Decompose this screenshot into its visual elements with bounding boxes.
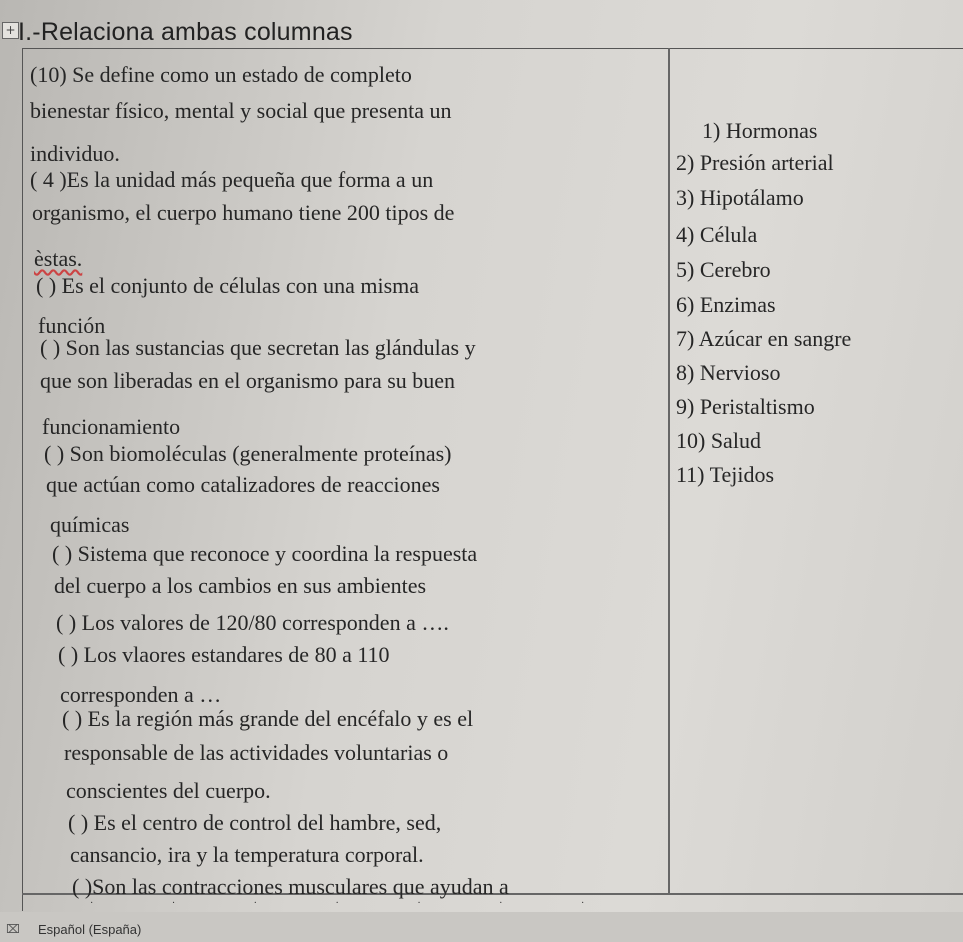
option-item: 11) Tejidos bbox=[676, 462, 775, 487]
question-line: función bbox=[38, 313, 106, 338]
question-line[interactable]: ( ) Es el conjunto de células con una misma bbox=[36, 273, 420, 298]
question-line: conscientes del cuerpo. bbox=[66, 778, 271, 803]
question-line[interactable]: ( ) Son biomoléculas (generalmente proteínas) bbox=[44, 441, 452, 466]
option-item: 7) Azúcar en sangre bbox=[676, 326, 852, 351]
question-line[interactable]: ( 4 )Es la unidad más pequeña que forma a un bbox=[30, 167, 434, 192]
option-item: 3) Hipotálamo bbox=[676, 185, 804, 210]
question-line: bienestar físico, mental y social que presenta un bbox=[30, 98, 452, 123]
question-line[interactable]: ( ) Son las sustancias que secretan las glándulas y bbox=[40, 335, 476, 360]
column-divider bbox=[668, 48, 670, 894]
question-line: organismo, el cuerpo humano tiene 200 tipos de bbox=[32, 200, 455, 225]
question-line: del cuerpo a los cambios en sus ambientes bbox=[54, 573, 427, 598]
status-bar bbox=[0, 912, 963, 942]
option-item: 1) Hormonas bbox=[702, 118, 818, 143]
question-line: que son liberadas en el organismo para su buen bbox=[40, 368, 456, 393]
table-move-handle-icon[interactable]: + bbox=[2, 22, 19, 39]
option-item: 4) Célula bbox=[676, 222, 758, 247]
question-line: corresponden a … bbox=[60, 682, 222, 707]
question-line: èstas. bbox=[34, 246, 83, 271]
question-line: individuo. bbox=[30, 141, 120, 166]
question-line: responsable de las actividades voluntarias o bbox=[64, 740, 449, 765]
question-line[interactable]: ( ) Los valores de 120/80 corresponden a …. bbox=[56, 610, 449, 635]
question-line: químicas bbox=[50, 512, 130, 537]
question-line[interactable]: ( ) Sistema que reconoce y coordina la respuesta bbox=[52, 541, 478, 566]
option-item: 5) Cerebro bbox=[676, 257, 771, 282]
option-item: 2) Presión arterial bbox=[676, 150, 834, 175]
language-indicator[interactable]: Español (España) bbox=[38, 922, 142, 937]
question-line: funcionamiento bbox=[42, 414, 181, 439]
question-line[interactable]: ( ) Es la región más grande del encéfalo y es el bbox=[62, 706, 474, 731]
scan-specks: · · · · · · · bbox=[90, 898, 623, 909]
option-item: 10) Salud bbox=[676, 428, 761, 453]
option-item: 8) Nervioso bbox=[676, 360, 781, 385]
option-item: 9) Peristaltismo bbox=[676, 394, 815, 419]
question-line[interactable]: ( )Son las contracciones musculares que ayudan a bbox=[72, 874, 509, 899]
question-line[interactable]: ( ) Los vlaores estandares de 80 a 110 bbox=[58, 642, 390, 667]
option-item: 6) Enzimas bbox=[676, 292, 776, 317]
proofing-icon[interactable]: ⌧ bbox=[6, 922, 20, 936]
question-line: que actúan como catalizadores de reacciones bbox=[46, 472, 440, 497]
question-line: cansancio, ira y la temperatura corporal. bbox=[70, 842, 424, 867]
question-line: (10) Se define como un estado de completo bbox=[30, 62, 412, 87]
question-line[interactable]: ( ) Es el centro de control del hambre, sed, bbox=[68, 810, 442, 835]
section-heading: I.-Relaciona ambas columnas bbox=[18, 18, 353, 46]
